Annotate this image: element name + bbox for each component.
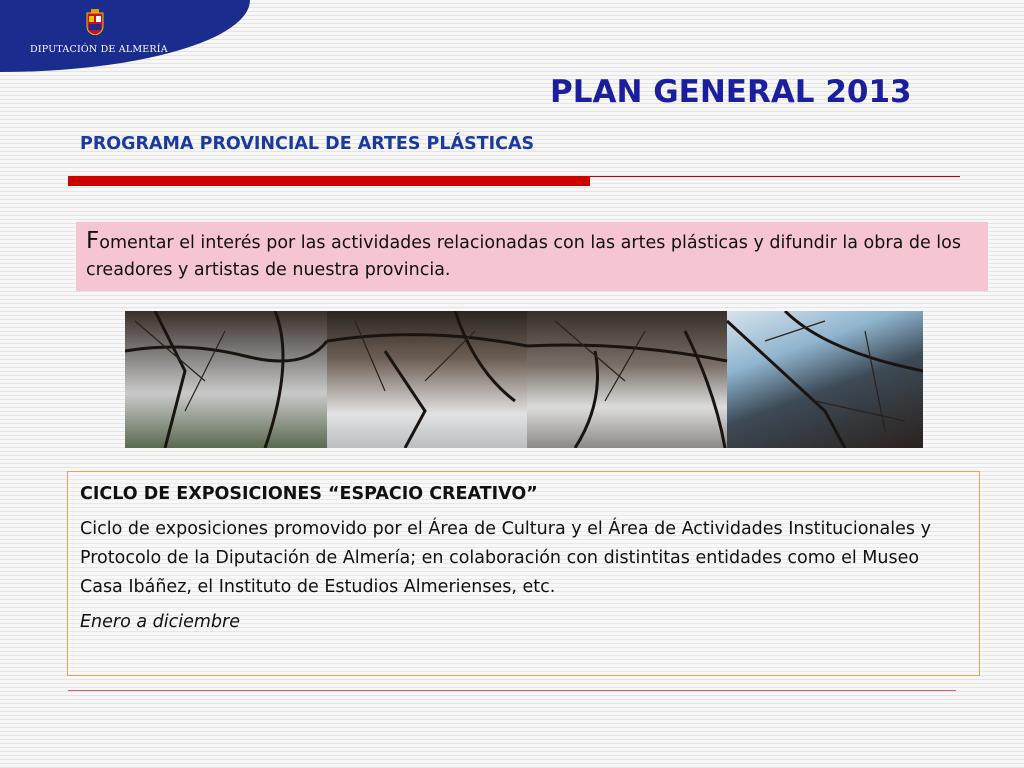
coat-of-arms-icon xyxy=(86,9,104,35)
org-name: DIPUTACIÓN DE ALMERÍA xyxy=(30,44,168,55)
program-info-box xyxy=(67,471,980,676)
intro-box xyxy=(76,222,988,291)
header-band xyxy=(0,0,250,72)
footer-divider xyxy=(68,690,956,691)
program-description: Ciclo de exposiciones promovido por el Área de Cultura y el Área de Actividades Institucionales y Protocolo de la Diputación de Almería; en colaboración con distintitas entidades como el Museo Casa Ibáñez, el Instituto de Estudios Almerienses, etc. xyxy=(80,519,931,597)
program-heading: CICLO DE EXPOSICIONES “ESPACIO CREATIVO” xyxy=(80,484,538,504)
page-title: PLAN GENERAL 2013 xyxy=(550,74,912,110)
photo-strip xyxy=(125,311,923,448)
red-divider-bar xyxy=(68,176,590,186)
section-subtitle: PROGRAMA PROVINCIAL DE ARTES PLÁSTICAS xyxy=(80,134,535,154)
tree-branches-overlay xyxy=(125,311,923,448)
intro-text: omentar el interés por las actividades relacionadas con las artes plásticas y difundir la obra de los creadores y artistas de nuestra provincia. xyxy=(86,233,961,280)
intro-first-letter: F xyxy=(86,228,100,254)
red-divider-line xyxy=(590,176,960,177)
program-dates: Enero a diciembre xyxy=(80,612,241,632)
